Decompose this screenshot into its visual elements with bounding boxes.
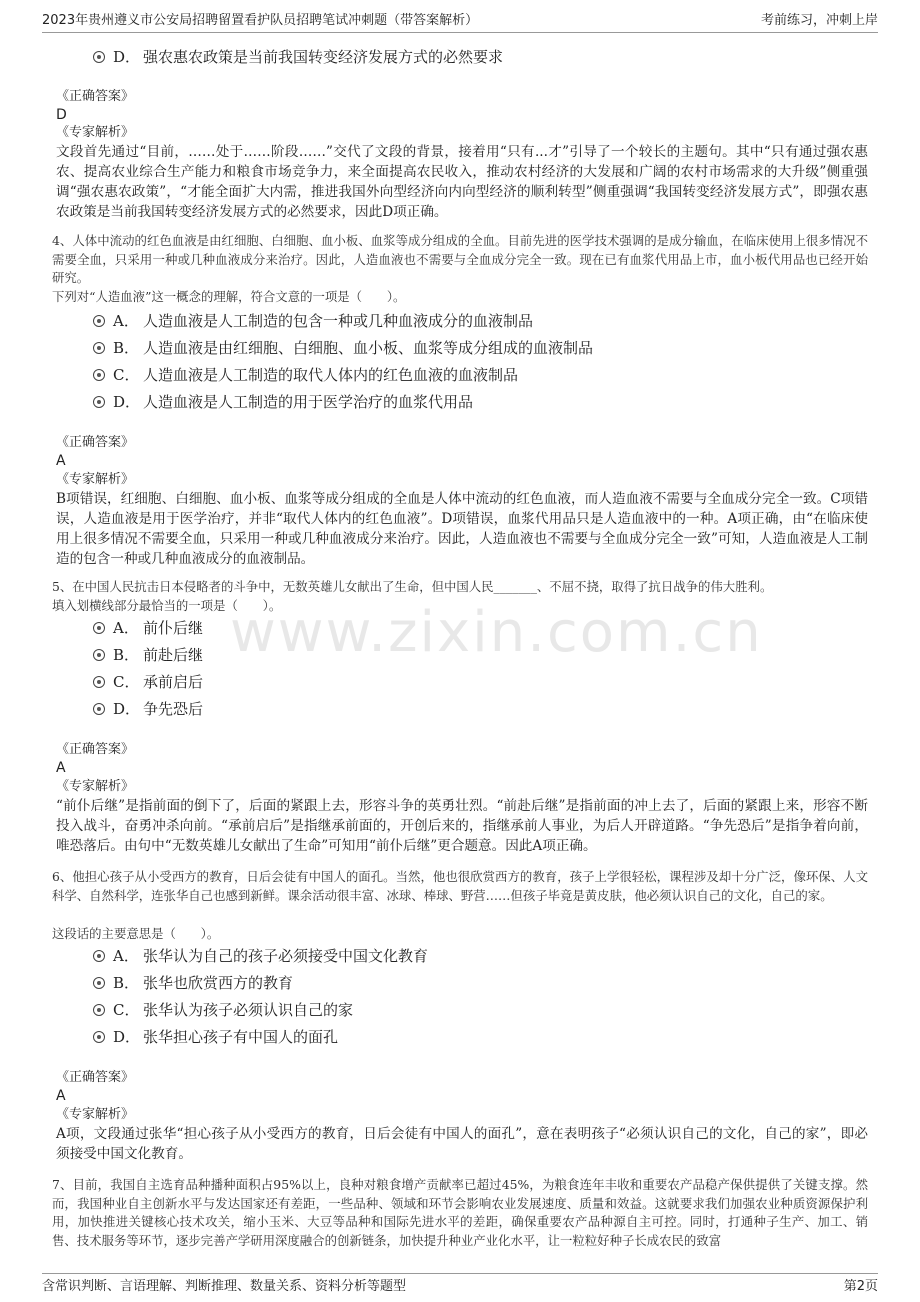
radio-button-icon[interactable] bbox=[93, 369, 105, 381]
footer-topics: 含常识判断、言语理解、判断推理、数量关系、资料分析等题型 bbox=[42, 1279, 407, 1294]
answer-value: D bbox=[56, 107, 67, 123]
question-prompt: 填入划横线部分最恰当的一项是（ ）。 bbox=[52, 598, 282, 613]
option-letter: D． bbox=[113, 393, 141, 411]
answer-label: 《正确答案》 bbox=[56, 1070, 135, 1085]
option-letter: A． bbox=[113, 947, 139, 965]
radio-button-icon[interactable] bbox=[93, 977, 105, 989]
radio-button-icon[interactable] bbox=[93, 342, 105, 354]
option-text: 人造血液是由红细胞、白细胞、血小板、血浆等成分组成的血液制品 bbox=[143, 339, 594, 357]
option-letter: C． bbox=[113, 1001, 140, 1019]
page-header bbox=[42, 10, 878, 33]
radio-button-icon[interactable] bbox=[93, 1031, 105, 1043]
page-number: 第2页 bbox=[843, 1279, 878, 1294]
answer-value: A bbox=[56, 453, 66, 469]
question-passage: 4、人体中流动的红色血液是由红细胞、白细胞、血小板、血浆等成分组成的全血。目前先进的医学技术强调的是成分输血，在临床使用上很多情况不需要全血，只采用一种或几种血液成分来治疗。因此，人造血液也不需要与全血成分完全一致。现在已有血浆代用品上市，血小板代用品也已经开始研究。 bbox=[52, 233, 868, 285]
option-text: 前赴后继 bbox=[143, 646, 204, 664]
answer-label: 《正确答案》 bbox=[56, 742, 135, 757]
option-letter: A． bbox=[113, 619, 139, 637]
analysis-text: “前仆后继”是指前面的倒下了，后面的紧跟上去，形容斗争的英勇壮烈。“前赴后继”是指前面的冲上去了，后面的紧跟上来，形容不断投入战斗，奋勇冲杀向前。“承前启后”是指继承前面的，开创后来的，指继承前人事业，为后人开辟道路。“争先恐后”是指争着向前，唯恐落后。由句中“无数英雄儿女献出了生命”可知用“前仆后继”更合题意。因此A项正确。 bbox=[56, 798, 868, 854]
question-passage: 7、目前，我国自主选育品种播种面积占95%以上，良种对粮食增产贡献率已超过45%，为粮食连年丰收和重要农产品稳产保供提供了关键支撑。然而，我国种业自主创新水平与发达国家还有差距，一些品种、领域和环节会影响农业发展速度、质量和效益。这就要求我们加强农业种质资源保护利用，加快推进关键核心技术攻关，缩小玉米、大豆等品种和国际先进水平的差距，确保重要农产品种源自主可控。同时，打通种子生产、加工、销售、技术服务等环节，逐步完善产学研用深度融合的创新链条，加快提升种业产业化水平，让一粒粒好种子长成农民的致富 bbox=[52, 1177, 868, 1248]
radio-button-icon[interactable] bbox=[93, 622, 105, 634]
option-letter: C． bbox=[113, 673, 140, 691]
radio-button-icon[interactable] bbox=[93, 1004, 105, 1016]
radio-button-icon[interactable] bbox=[93, 649, 105, 661]
watermark: www.zixin.com.cn bbox=[230, 600, 763, 665]
option-text: 强农惠农政策是当前我国转变经济发展方式的必然要求 bbox=[143, 48, 504, 66]
option-letter: D． bbox=[113, 700, 141, 718]
answer-label: 《正确答案》 bbox=[56, 435, 135, 450]
radio-button-icon[interactable] bbox=[93, 396, 105, 408]
analysis-label: 《专家解析》 bbox=[56, 472, 135, 487]
radio-button-icon[interactable] bbox=[93, 950, 105, 962]
option-text: 张华担心孩子有中国人的面孔 bbox=[143, 1028, 339, 1046]
answer-value: A bbox=[56, 1088, 66, 1104]
radio-button-icon[interactable] bbox=[93, 315, 105, 327]
analysis-label: 《专家解析》 bbox=[56, 779, 135, 794]
analysis-label: 《专家解析》 bbox=[56, 125, 135, 140]
header-slogan: 考前练习，冲刺上岸 bbox=[760, 13, 878, 28]
page-footer bbox=[42, 1273, 878, 1296]
analysis-text: A项，文段通过张华“担心孩子从小受西方的教育，日后会徒有中国人的面孔”，意在表明孩子“必须认识自己的文化，自己的家”，即必须接受中国文化教育。 bbox=[56, 1126, 868, 1162]
radio-button-icon[interactable] bbox=[93, 676, 105, 688]
option-text: 人造血液是人工制造的取代人体内的红色血液的血液制品 bbox=[143, 366, 519, 384]
option-letter: B． bbox=[113, 339, 140, 357]
question-passage: 5、在中国人民抗击日本侵略者的斗争中，无数英雄儿女献出了生命，但中国人民_______、不屈不挠，取得了抗日战争的伟大胜利。 bbox=[52, 579, 773, 594]
option-text: 争先恐后 bbox=[143, 700, 204, 718]
option-text: 人造血液是人工制造的包含一种或几种血液成分的血液制品 bbox=[143, 312, 534, 330]
option-letter: D． bbox=[113, 1028, 141, 1046]
radio-button-icon[interactable] bbox=[93, 703, 105, 715]
option-letter: D． bbox=[113, 48, 141, 66]
document-title: 2023年贵州遵义市公安局招聘留置看护队员招聘笔试冲刺题（带答案解析） bbox=[42, 13, 479, 28]
option-text: 张华认为自己的孩子必须接受中国文化教育 bbox=[143, 947, 429, 965]
option-text: 张华认为孩子必须认识自己的家 bbox=[143, 1001, 354, 1019]
question-prompt: 这段话的主要意思是（ ）。 bbox=[52, 926, 220, 941]
analysis-text: 文段首先通过“目前，……处于……阶段……”交代了文段的背景，接着用“只有...才”引导了一个较长的主题句。其中“只有通过强农惠农、提高农业综合生产能力和粮食市场竞争力，来全面提高农民收入，推动农村经济的大发展和广阔的农村市场需求的大升级”侧重强调“强农惠农政策”，“才能全面扩大内需，推进我国外向型经济向内向型经济的顺利转型”侧重强调“我国转变经济发展方式”，即强农惠农政策是当前我国转变经济发展方式的必然要求，因此D项正确。 bbox=[56, 144, 868, 220]
analysis-label: 《专家解析》 bbox=[56, 1107, 135, 1122]
option-text: 张华也欣赏西方的教育 bbox=[143, 974, 294, 992]
option-text: 人造血液是人工制造的用于医学治疗的血浆代用品 bbox=[143, 393, 474, 411]
answer-label: 《正确答案》 bbox=[56, 89, 135, 104]
analysis-text: B项错误，红细胞、白细胞、血小板、血浆等成分组成的全血是人体中流动的红色血液，而人造血液不需要与全血成分完全一致。C项错误，人造血液是用于医学治疗，并非“取代人体内的红色血液”。D项错误，血浆代用品只是人造血液中的一种。A项正确，由“在临床使用上很多情况不需要全血，只采用一种或几种血液成分来治疗。因此，人造血液也不需要与全血成分完全一致”可知，人造血液是人工制造的包含一种或几种血液成分的血液制品。 bbox=[56, 491, 868, 567]
option-text: 前仆后继 bbox=[143, 619, 204, 637]
question-prompt: 下列对“人造血液”这一概念的理解，符合文意的一项是（ ）。 bbox=[52, 289, 406, 304]
option-text: 承前启后 bbox=[143, 673, 204, 691]
option-letter: B． bbox=[113, 974, 140, 992]
option-letter: C． bbox=[113, 366, 140, 384]
radio-button-icon[interactable] bbox=[93, 51, 105, 63]
question-passage: 6、他担心孩子从小受西方的教育，日后会徒有中国人的面孔。当然，他也很欣赏西方的教育，孩子上学很轻松，课程涉及却十分广泛，像环保、人文科学、自然科学，连张华自己也感到新鲜。课余活动很丰富、冰球、棒球、野营……但孩子毕竟是黄皮肤，他必须认识自己的文化，自己的家。 bbox=[52, 869, 868, 903]
option-letter: B． bbox=[113, 646, 140, 664]
option-letter: A． bbox=[113, 312, 139, 330]
answer-value: A bbox=[56, 760, 66, 776]
